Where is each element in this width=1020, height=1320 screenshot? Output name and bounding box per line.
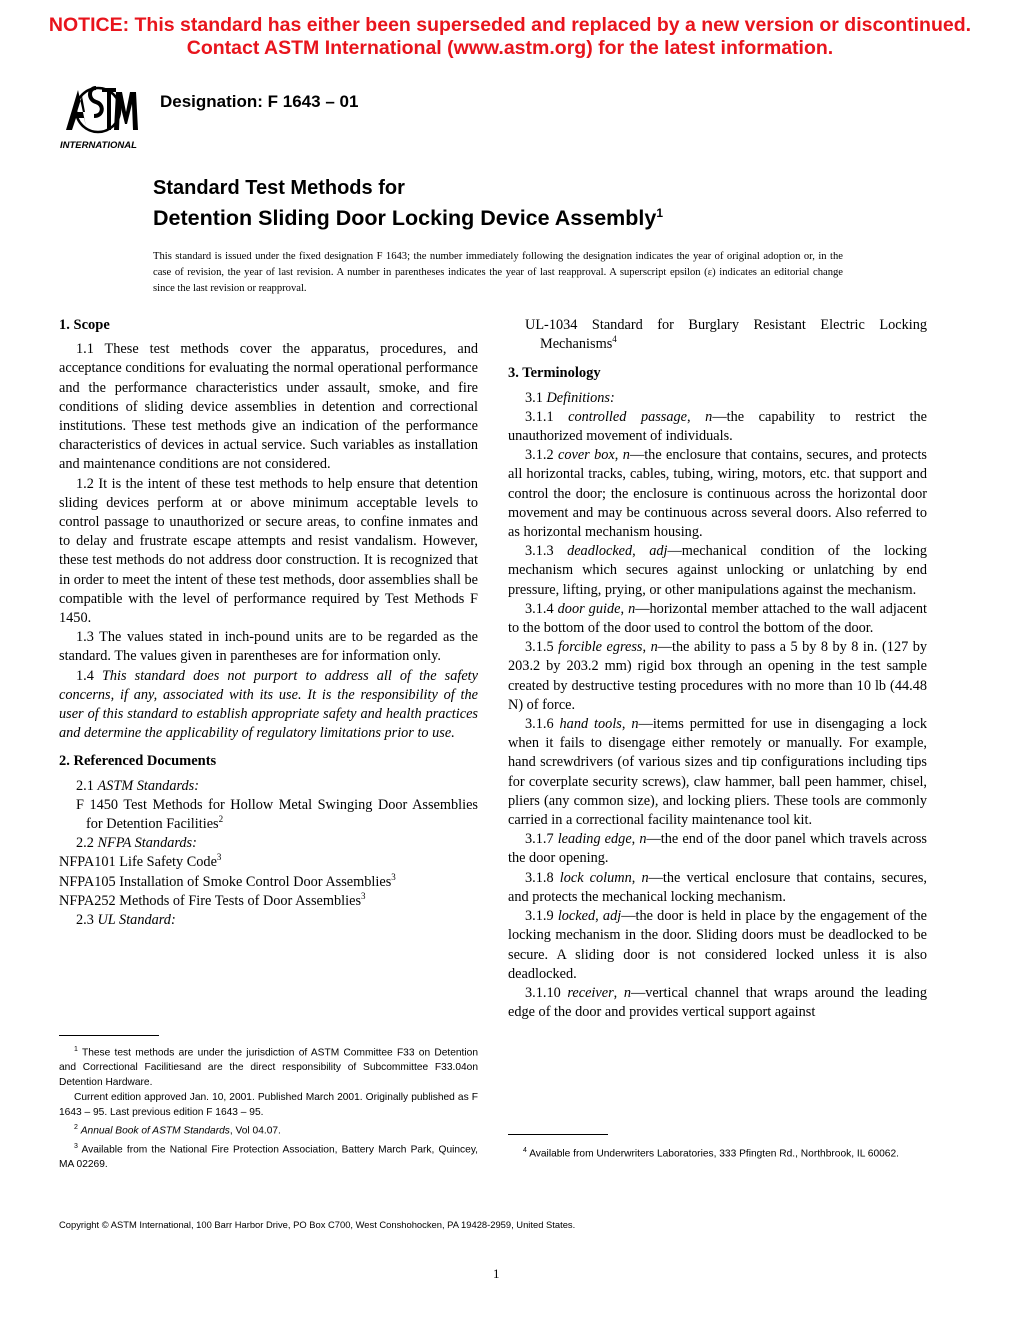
ref-ul1034-sup: 4 xyxy=(612,334,617,345)
definition-sep: , xyxy=(687,408,706,425)
definition-sep: , xyxy=(621,716,632,733)
definition-text: —the capability to restrict the unauthorized movement of individuals. xyxy=(508,408,927,445)
notice-banner xyxy=(0,14,1020,60)
para-2-1-text: ASTM Standards: xyxy=(97,777,199,794)
footnote-3-text: Available from the National Fire Protection Association, Battery March Park, Quincey, MA 02269. xyxy=(59,1144,478,1171)
definition-text: —the end of the door panel which travels across the door opening. xyxy=(508,831,927,867)
ref-nfpa252-sup: 3 xyxy=(361,891,366,902)
designation: Designation: F 1643 – 01 xyxy=(160,92,359,111)
footnote-3 xyxy=(59,1139,478,1172)
para-2-3 xyxy=(59,911,478,930)
page-number: 1 xyxy=(493,1266,500,1281)
ref-nfpa101 xyxy=(59,853,478,872)
definition-sep: , xyxy=(614,447,623,464)
para-3-1-num: 3.1 xyxy=(525,389,547,406)
para-2-2-num: 2.2 xyxy=(76,835,98,852)
definition-sep: , xyxy=(642,639,651,656)
footnote-1-mark: 1 xyxy=(74,1046,78,1053)
right-footnotes xyxy=(508,1143,927,1161)
definition-text: —horizontal member attached to the wall adjacent to the bottom of the door used to control the bottom of the door. xyxy=(508,600,928,637)
definition-number: 3.1.3 xyxy=(525,543,568,560)
footnote-1-text: These test methods are under the jurisdiction of ASTM Committee F33 on Detention and Correctional Facilitiesand are the direct responsibility of Subcommittee F33.04on Detention Hardware. xyxy=(59,1047,478,1089)
footnote-4 xyxy=(508,1143,927,1161)
notice-line-2: Contact ASTM International (www.astm.org) for the latest information. xyxy=(186,37,834,59)
para-3-1 xyxy=(508,389,927,408)
ref-nfpa105-sup: 3 xyxy=(391,871,396,882)
logo-text: INTERNATIONAL xyxy=(60,140,137,151)
left-footnotes xyxy=(59,1042,478,1172)
ref-ul1034-text: UL-1034 Standard for Burglary Resistant Electric Locking Mechanisms xyxy=(525,317,927,353)
definition-6 xyxy=(508,715,927,830)
definition-number: 3.1.5 xyxy=(525,639,559,656)
definition-sep: , xyxy=(631,869,642,886)
definition-3 xyxy=(508,542,927,600)
title-line-1: Standard Test Methods for xyxy=(153,177,405,199)
definition-8 xyxy=(508,869,927,907)
definition-number: 3.1.1 xyxy=(525,408,569,425)
ref-f1450 xyxy=(59,796,478,834)
definition-pos: n xyxy=(650,639,658,656)
definition-text: —the vertical enclosure that contains, secures, and protects the mechanical locking mechanism. xyxy=(508,869,927,905)
issued-note: This standard is issued under the fixed designation F 1643; the number immediately following the designation indicates the year of original adoption or, in the case of revision, the year of last revision. A number in parentheses indicates the year of last reapproval. A superscript epsilon (ε) indicates an editorial change since the last revision or reapproval. xyxy=(153,251,843,294)
footnote-1b: Current edition approved Jan. 10, 2001. Published March 2001. Originally published as F 1643 – 95. Last previous edition F 1643 – 95. xyxy=(59,1092,478,1119)
definition-text: —the enclosure that contains, secures, and protects all horizontal tracks, cables, tubing, wiring, motors, etc. that support and control the door; the enclosure is continuous across the horizontal door movement and may be continuous across several doors. Also referred to as horizontal mechanism housing. xyxy=(508,447,927,541)
definition-sep: , xyxy=(595,908,603,925)
scope-heading: 1. Scope xyxy=(59,317,110,333)
para-1-4-text: This standard does not purport to address all of the safety concerns, if any, associated with its use. It is the responsibility of the user of this standard to establish appropriate safety and health practices and determine the applicability of regulatory limitations prior to use. xyxy=(59,667,478,742)
definition-term: hand tools xyxy=(559,716,622,733)
footnote-2-rest: , Vol 04.07. xyxy=(229,1125,281,1137)
definition-sep: , xyxy=(613,984,624,1001)
para-2-3-num: 2.3 xyxy=(76,912,98,929)
copyright: Copyright © ASTM International, 100 Barr Harbor Drive, PO Box C700, West Conshohocken, PA 19428-2959, United States. xyxy=(59,1219,576,1230)
astm-logo-icon xyxy=(58,82,150,154)
definition-term: leading edge xyxy=(557,831,632,848)
definition-pos: n xyxy=(641,869,649,886)
definition-term: cover box xyxy=(557,447,615,464)
document-title xyxy=(153,176,663,231)
ref-f1450-sup: 2 xyxy=(218,814,224,825)
footnote-1 xyxy=(59,1042,478,1090)
right-footnote-rule xyxy=(508,1134,608,1135)
definition-text: —the ability to pass a 5 by 8 by 8 in. (127 by 203.2 by 203.2 mm) rigid box through an opening in the test sample created by destructive testing procedures with no more than 10 lb (44.48 N) of force. xyxy=(508,639,928,713)
definition-number: 3.1.7 xyxy=(525,831,558,848)
terminology-heading: 3. Terminology xyxy=(508,365,601,382)
definition-pos: adj xyxy=(602,908,622,925)
definition-term: controlled passage xyxy=(568,408,688,425)
right-column xyxy=(508,316,927,1022)
referenced-documents-heading: 2. Referenced Documents xyxy=(59,753,217,770)
footnote-2-italic: Annual Book of ASTM Standards xyxy=(80,1125,230,1137)
definition-text: —the door is held in place by the engagement of the locking mechanism in the door. Sliding doors must be deadlocked to be secure. A sliding door is not considered locked unless it is also deadlocked. xyxy=(508,908,927,982)
definition-5 xyxy=(508,638,927,715)
para-2-1-num: 2.1 xyxy=(76,777,98,794)
definition-7 xyxy=(508,830,927,868)
definition-pos: adj xyxy=(649,543,668,560)
definition-pos: n xyxy=(631,716,639,733)
left-footnote-rule xyxy=(59,1035,159,1036)
footnote-4-mark: 4 xyxy=(523,1147,527,1154)
definition-2 xyxy=(508,446,927,542)
definition-term: receiver xyxy=(567,984,614,1001)
definition-text: —vertical channel that wraps around the leading edge of the door and provides vertical support against xyxy=(508,984,927,1021)
definition-number: 3.1.4 xyxy=(525,600,558,617)
definition-4 xyxy=(508,600,927,638)
definition-sep: , xyxy=(620,600,629,617)
definition-1 xyxy=(508,408,927,446)
para-3-1-text: Definitions: xyxy=(546,389,615,406)
footnote-2-mark: 2 xyxy=(74,1124,78,1132)
footnote-4-text: Available from Underwriters Laboratories, 333 Pfingten Rd., Northbrook, IL 60062. xyxy=(529,1148,899,1160)
footnote-2 xyxy=(59,1120,478,1138)
definition-10 xyxy=(508,984,927,1022)
definition-pos: n xyxy=(622,447,630,464)
definition-9 xyxy=(508,907,927,984)
para-1-4-num: 1.4 xyxy=(76,667,102,684)
ref-nfpa105-text: NFPA105 Installation of Smoke Control Door Assemblies xyxy=(59,873,392,890)
definition-term: locked xyxy=(557,908,596,925)
ref-nfpa105 xyxy=(59,873,478,892)
notice-line-1: NOTICE: This standard has either been superseded and replaced by a new version or discontinued. xyxy=(48,14,972,36)
definition-pos: n xyxy=(628,600,636,617)
para-2-3-text: UL Standard: xyxy=(97,912,176,929)
definition-term: door guide xyxy=(557,600,621,617)
para-1-1: 1.1 These test methods cover the apparatus, procedures, and acceptance conditions for evaluating the normal operational performance and the performance characteristics under assault, smoke, and fire conditions of sliding device assemblies in detention and correctional institutions. These test methods give an indication of the performance characteristics of devices in actual service. Such variables as installation and maintenance conditions are not considered. xyxy=(59,341,478,473)
ref-nfpa101-sup: 3 xyxy=(216,852,222,863)
definition-number: 3.1.6 xyxy=(525,716,560,733)
ref-f1450-text: F 1450 Test Methods for Hollow Metal Swinging Door Assemblies for Detention Facilities xyxy=(76,796,478,833)
definition-number: 3.1.2 xyxy=(525,447,558,464)
para-2-2 xyxy=(59,834,478,853)
definition-pos: n xyxy=(623,984,631,1001)
definition-term: deadlocked xyxy=(567,543,633,560)
definition-number: 3.1.9 xyxy=(525,908,558,925)
title-footnote-mark: 1 xyxy=(656,206,664,220)
para-1-4 xyxy=(59,667,478,744)
definition-sep: , xyxy=(631,831,640,848)
para-1-3: 1.3 The values stated in inch-pound units are to be regarded as the standard. The values given in parentheses are for information only. xyxy=(59,629,478,665)
definition-pos: n xyxy=(639,831,647,848)
definition-number: 3.1.8 xyxy=(525,869,560,886)
title-line-2-text: Detention Sliding Door Locking Device Assembly xyxy=(153,206,657,231)
para-2-1 xyxy=(59,777,478,796)
para-1-2: 1.2 It is the intent of these test methods to help ensure that detention sliding devices perform at or above minimum acceptable levels to control passage to unauthorized or secure areas, to confine inmates and to delay and frustrate escape attempts and resist vandalism. However, these test methods do not address door construction. It is recognized that in order to meet the intent of these test methods, door assemblies shall be compatible with the level of performance required by Test Methods F 1450. xyxy=(59,475,478,627)
definition-sep: , xyxy=(632,543,650,560)
definition-term: lock column xyxy=(559,869,632,886)
definitions-list xyxy=(508,408,927,1023)
definition-text: —mechanical condition of the locking mechanism which secures against unlocking or unlatching by end pressure, lifting, prying, or other manipulations against the mechanism. xyxy=(508,543,927,598)
footnote-3-mark: 3 xyxy=(74,1142,78,1150)
ref-nfpa252-text: NFPA252 Methods of Fire Tests of Door Assemblies xyxy=(59,892,362,909)
ref-nfpa252 xyxy=(59,892,478,911)
para-2-2-text: NFPA Standards: xyxy=(97,835,197,852)
definition-term: forcible egress xyxy=(558,639,643,656)
left-column xyxy=(59,316,478,930)
ref-ul1034 xyxy=(508,316,927,354)
ref-nfpa101-text: NFPA101 Life Safety Code xyxy=(59,854,217,871)
title-line-2 xyxy=(153,201,663,231)
definition-pos: n xyxy=(705,408,713,425)
definition-number: 3.1.10 xyxy=(525,984,568,1001)
definition-text: —items permitted for use in disengaging a lock when it fails to disengage either remotely or manually. For example, hand screwdrivers (of various sizes and tip configurations including tips for coverplate security screws), claw hammer, ball peen hammer, chisel, pliers (any common size), and locking pliers. These tools are commonly carried in a correctional facility maintenance tool kit. xyxy=(508,716,927,829)
